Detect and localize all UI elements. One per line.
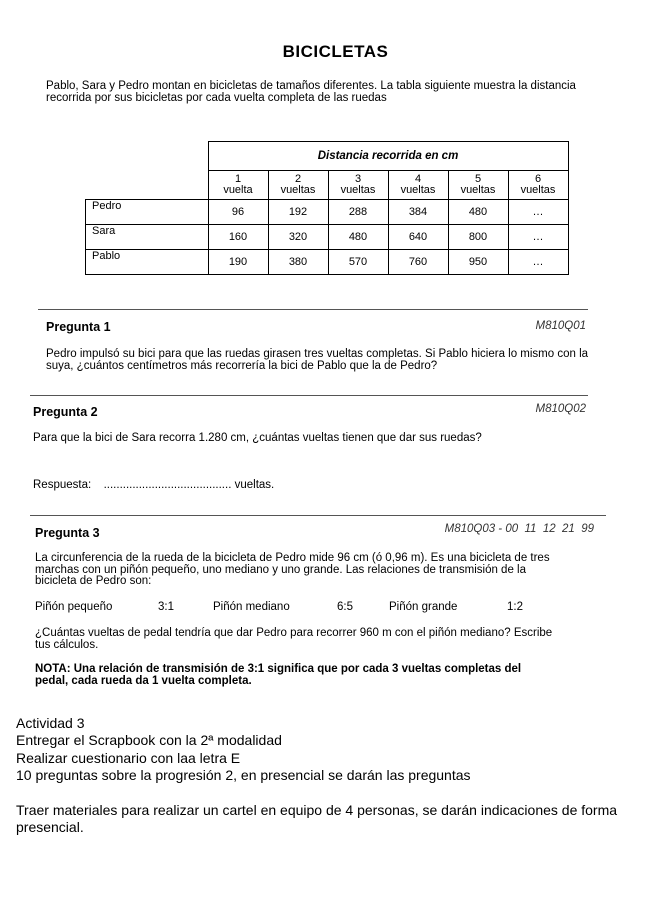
question-2-text: Para que la bici de Sara recorra 1.280 cm, ¿cuántas vueltas tienen que dar sus ruedas? <box>33 432 482 444</box>
table-row <box>86 250 569 275</box>
answer-unit: vueltas. <box>234 479 275 491</box>
distance-table <box>85 141 569 275</box>
answer-line <box>33 480 274 492</box>
table-cell: 320 <box>268 225 328 250</box>
table-row <box>86 200 569 225</box>
column-header: 1 vuelta <box>208 171 268 200</box>
column-header: 2 vueltas <box>268 171 328 200</box>
question-3-code: M810Q03 - 00 11 12 21 99 <box>444 523 594 535</box>
divider <box>38 309 588 310</box>
gear-medium-ratio: 6:5 <box>337 601 353 613</box>
question-1-text: Pedro impulsó su bici para que las ruedas girasen tres vueltas completas. Si Pablo hiciera lo mismo con la suya, ¿cuántos centímetros más recorrería la bici de Pablo que la de Pedro? <box>46 348 589 372</box>
table-cell: 950 <box>448 250 508 275</box>
row-name: Pedro <box>86 200 209 225</box>
table-cell: 288 <box>328 200 388 225</box>
gear-small-ratio: 3:1 <box>158 601 174 613</box>
row-name: Sara <box>86 225 209 250</box>
column-header: 6 vueltas <box>508 171 568 200</box>
table-cell: 640 <box>388 225 448 250</box>
table-cell: 800 <box>448 225 508 250</box>
question-2-title: Pregunta 2 <box>33 405 98 419</box>
table-cell: 760 <box>388 250 448 275</box>
page-title: BICICLETAS <box>282 42 389 61</box>
gear-small-label: Piñón pequeño <box>35 601 113 613</box>
activity-line: Entregar el Scrapbook con la 2ª modalidad <box>16 732 282 748</box>
answer-blank[interactable]: ........................................ <box>103 479 232 491</box>
table-cell: … <box>508 200 568 225</box>
question-1-code: M810Q01 <box>535 320 586 332</box>
question-3-note: NOTA: Una relación de transmisión de 3:1 significa que por cada 3 vueltas completas del pedal, cada rueda da 1 vuelta completa. <box>35 663 522 687</box>
question-3-title: Pregunta 3 <box>35 526 100 540</box>
column-header: 4 vueltas <box>388 171 448 200</box>
activity-line: Realizar cuestionario con laa letra E <box>16 750 241 766</box>
row-name: Pablo <box>86 250 209 275</box>
table-cell: 480 <box>448 200 508 225</box>
gear-large-ratio: 1:2 <box>507 601 523 613</box>
column-header: 3 vueltas <box>328 171 388 200</box>
column-header: 5 vueltas <box>448 171 508 200</box>
table-cell: 160 <box>208 225 268 250</box>
gear-medium-label: Piñón mediano <box>213 601 290 613</box>
divider <box>30 515 606 516</box>
activity-paragraph: Traer materiales para realizar un cartel en equipo de 4 personas, se darán indicaciones de forma presencial. <box>16 802 618 835</box>
divider <box>30 395 588 396</box>
table-cell: … <box>508 225 568 250</box>
answer-label: Respuesta: <box>33 479 92 491</box>
table-cell: … <box>508 250 568 275</box>
table-cell: 480 <box>328 225 388 250</box>
question-3-question: ¿Cuántas vueltas de pedal tendría que dar Pedro para recorrer 960 m con el piñón mediano? Escribe tus cálculos. <box>35 627 553 651</box>
intro-text: Pablo, Sara y Pedro montan en bicicletas de tamaños diferentes. La tabla siguiente muestra la distancia recorrida por sus bicicletas por cada vuelta completa de las ruedas <box>46 80 576 104</box>
table-cell: 384 <box>388 200 448 225</box>
question-2-code: M810Q02 <box>535 403 586 415</box>
activity-line: 10 preguntas sobre la progresión 2, en presencial se darán las preguntas <box>16 767 471 783</box>
table-row <box>86 225 569 250</box>
table-cell: 190 <box>208 250 268 275</box>
gear-large-label: Piñón grande <box>389 601 458 613</box>
question-1-title: Pregunta 1 <box>46 320 111 334</box>
table-cell: 192 <box>268 200 328 225</box>
table-cell: 96 <box>208 200 268 225</box>
table-cell: 380 <box>268 250 328 275</box>
activity-heading: Actividad 3 <box>16 715 85 731</box>
question-3-text: La circunferencia de la rueda de la bicicleta de Pedro mide 96 cm (ó 0,96 m). Es una bicicleta de tres marchas con un piñón pequeño, uno mediano y uno grande. Las relaciones de transmisión de la bicicleta de Pedro son: <box>35 552 550 587</box>
table-header: Distancia recorrida en cm <box>208 142 568 171</box>
table-cell: 570 <box>328 250 388 275</box>
